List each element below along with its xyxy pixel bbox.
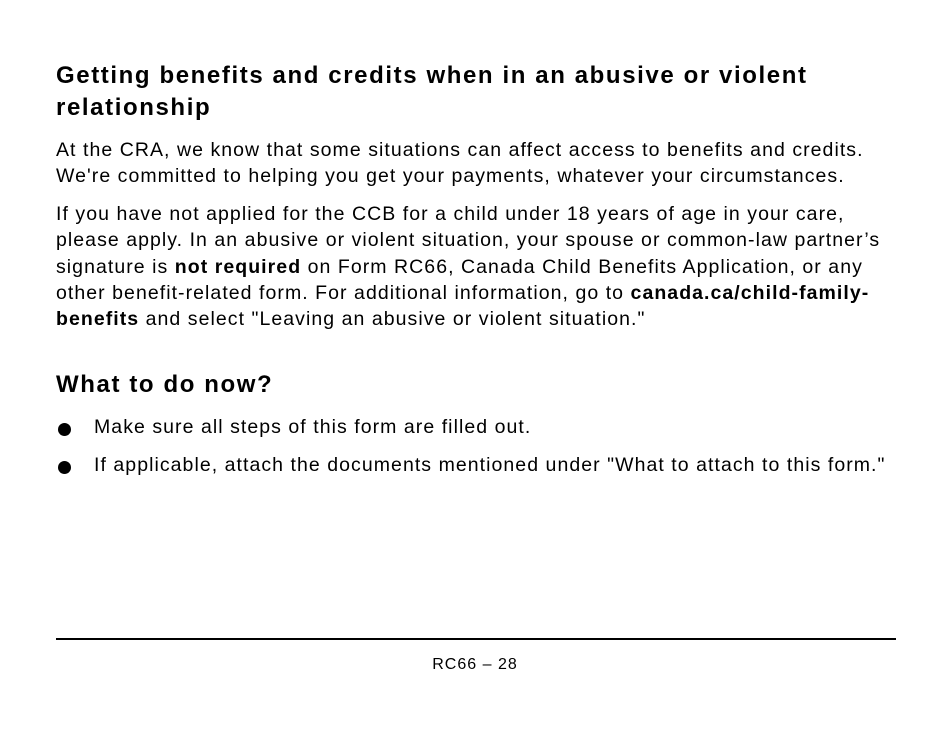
child-family-benefits-link[interactable]: canada.ca/child-family-benefits bbox=[56, 282, 870, 331]
bullet-icon bbox=[58, 461, 71, 474]
ccb-text-part3: and select "Leaving an abusive or violent situation." bbox=[139, 308, 646, 331]
ccb-text-part1: If you have not applied for the CCB for a child under 18 years of age in your care, please apply. In an abusive or violent situation, your spouse or common-law partner’s signature is bbox=[56, 202, 881, 278]
what-to-do-heading: What to do now? bbox=[56, 370, 274, 398]
list-item bbox=[56, 414, 898, 441]
abusive-relationship-heading: Getting benefits and credits when in an abusive or violent relationship bbox=[56, 62, 808, 121]
bullet-icon bbox=[58, 423, 71, 436]
page-number: RC66 – 28 bbox=[432, 656, 518, 673]
list-item-text: If applicable, attach the documents mentioned under "What to attach to this form." bbox=[94, 453, 886, 476]
ccb-text-part2: on Form RC66, Canada Child Benefits Application, or any other benefit-related form. For additional information, go to bbox=[56, 255, 863, 305]
cra-intro-paragraph: At the CRA, we know that some situations can affect access to benefits and credits. We're committed to helping you get your payments, whatever your circumstances. bbox=[56, 139, 864, 188]
list-item-text: Make sure all steps of this form are filled out. bbox=[94, 415, 532, 438]
not-required-emphasis: not required bbox=[174, 255, 302, 278]
document-page bbox=[56, 60, 898, 490]
todo-list bbox=[56, 414, 898, 479]
footer-divider bbox=[56, 638, 896, 640]
ccb-apply-paragraph bbox=[56, 201, 898, 333]
list-item bbox=[56, 452, 898, 479]
